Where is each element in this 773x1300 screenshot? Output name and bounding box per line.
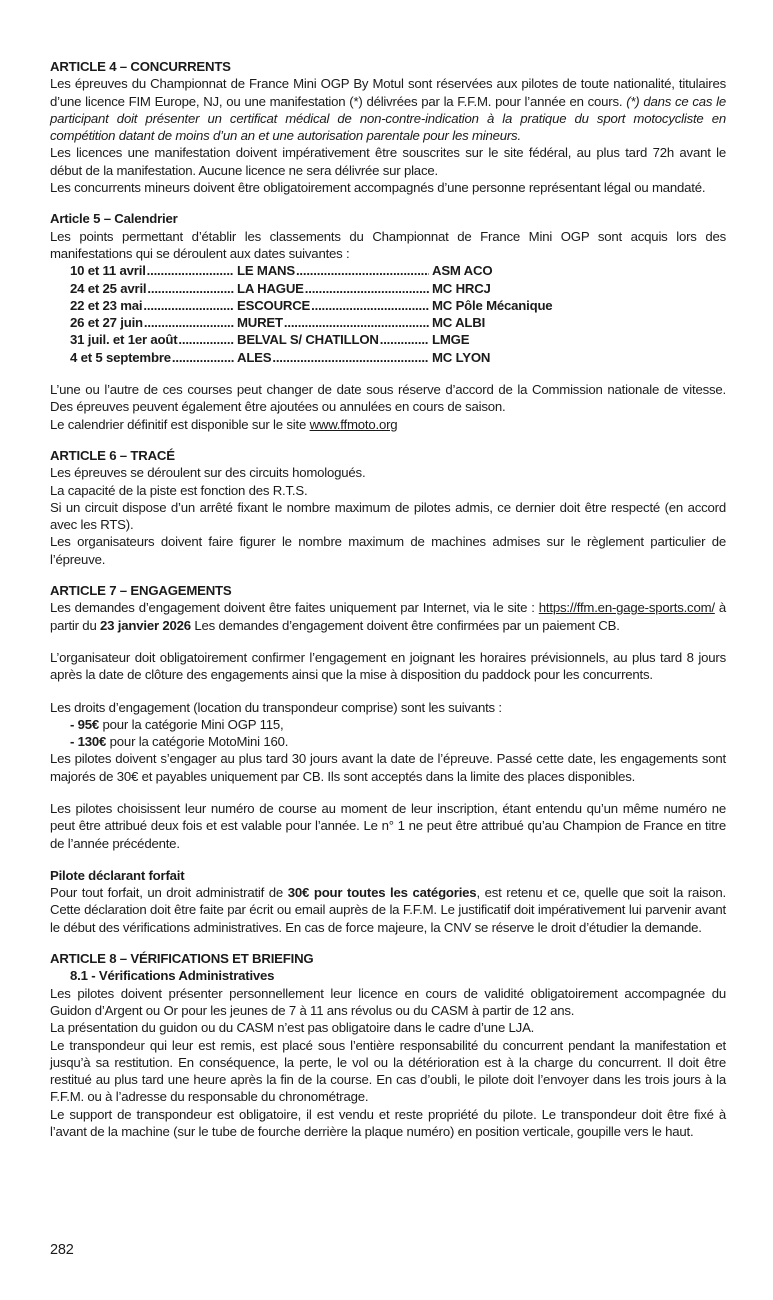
paragraph	[50, 716, 726, 733]
paragraph	[50, 699, 726, 716]
section-article-4	[50, 58, 726, 196]
section-article-7	[50, 582, 726, 936]
dot-leader	[284, 314, 429, 331]
calendar-date: 31 juil. et 1er août	[70, 332, 178, 348]
text-run: Les pilotes choisissent leur numéro de course au moment de leur inscription, étant entendu qu’un même numéro ne peut être attribué deux fois et est valable pour l’année. Le n° 1 ne peut être attribué qu’au Champion de France en titre de l’année précédente.	[50, 800, 726, 851]
spacer	[50, 634, 726, 649]
calendar-date-cell	[70, 262, 237, 279]
ffmoto-link[interactable]: www.ffmoto.org	[309, 416, 398, 432]
section-article-8	[50, 950, 726, 1140]
subheading: Pilote déclarant forfait	[50, 867, 185, 883]
text-run: 23 janvier 2026	[100, 617, 191, 633]
calendar-venue: ESCOURCE	[237, 297, 311, 313]
dot-leader	[311, 297, 429, 314]
calendar-venue-cell	[237, 297, 432, 314]
text-run: Le support de transpondeur est obligatoire, il est vendu et reste propriété du pilote. Le transpondeur doit être fixé à l’avant de la machine (sur le tube de fourche derrière la plaque numéro) en position verticale, goupille vers le haut.	[50, 1106, 726, 1140]
paragraph	[50, 416, 726, 433]
calendar-venue: LE MANS	[237, 263, 295, 279]
calendar-club: MC ALBI	[432, 315, 486, 331]
spacer	[50, 785, 726, 800]
spacer	[50, 366, 726, 381]
text-run: Les points permettant d’établir les classements du Championnat de France Mini OGP sont acquis lors des manifestations qui se déroulent aux dates suivantes :	[50, 228, 726, 261]
paragraph	[50, 482, 726, 499]
page-number: 282	[50, 1242, 74, 1258]
section-heading: ARTICLE 8 – VÉRIFICATIONS ET BRIEFING	[50, 951, 314, 967]
dot-leader	[178, 331, 234, 348]
paragraph	[50, 228, 726, 263]
paragraph	[50, 1019, 726, 1036]
text-run: Les demandes d’engagement doivent être confirmées par un paiement CB.	[190, 617, 620, 633]
text-run: Le calendrier définitif est disponible sur le site	[50, 416, 310, 432]
text-run: Pour tout forfait, un droit administratif de	[50, 885, 288, 901]
section-article-5	[50, 210, 726, 433]
paragraph	[50, 884, 726, 936]
paragraph	[50, 464, 726, 481]
section-heading: Article 5 – Calendrier	[50, 211, 178, 227]
text-run: (*) dans ce cas le participant doit présenter un certificat médical de non-contre-indication à la pratique du sport motocycliste en compétition datant de moins d’un an et une autorisation parentale pour les mineurs.	[50, 93, 727, 144]
paragraph	[50, 985, 726, 1020]
paragraph	[50, 179, 726, 196]
calendar-venue: ALES	[237, 349, 272, 365]
text-run: L’organisateur doit obligatoirement confirmer l’engagement en joignant les horaires prévisionnels, au plus tard 8 jours après la date de clôture des engagements ainsi que la mise à disposition du paddock pour les concurrents.	[50, 649, 726, 683]
calendar-venue-cell	[237, 262, 432, 279]
dot-leader	[296, 262, 429, 279]
text-run: à partir du	[50, 600, 726, 633]
paragraph	[50, 733, 726, 750]
dot-leader	[305, 280, 429, 297]
calendar-club: ASM ACO	[432, 263, 493, 279]
text-run: Les organisateurs doivent faire figurer le nombre maximum de machines admises sur le règlement particulier de l’épreuve.	[50, 534, 726, 567]
text-run: Le transpondeur qui leur est remis, est placé sous l’entière responsabilité du concurrent pendant la manifestation et jusqu’à sa restitution. En conséquence, la perte, le vol ou la détérioration est à la charge du concurrent. Il doit être restitué au plus tard une heure après la fin de la course. En cas d’oubli, le pilote doit l’envoyer dans les trois jours à la F.F.M. ou à l’adresse du responsable du chronométrage.	[50, 1037, 726, 1105]
text-run: - 95€	[70, 716, 100, 732]
paragraph	[50, 649, 726, 684]
dot-leader	[147, 280, 234, 297]
paragraph	[50, 599, 726, 634]
text-run: - 130€	[70, 734, 107, 750]
text-run: Les épreuves du Championnat de France Mini OGP By Motul sont réservées aux pilotes de toute nationalité, titulaires d’une licence FIM Europe, NJ, ou une manifestation (*) délivrées par la F.F.M. pour l’année en cours.	[50, 76, 726, 109]
calendar-date-cell	[70, 297, 237, 314]
calendar-date-cell	[70, 314, 237, 331]
calendar-club: MC HRCJ	[432, 280, 491, 296]
engage-sports-link[interactable]: https://ffm.en-gage-sports.com/	[538, 600, 715, 616]
calendar-date: 4 et 5 septembre	[70, 349, 171, 365]
text-run: pour la catégorie Mini OGP 115,	[99, 716, 284, 732]
section-heading: ARTICLE 4 – CONCURRENTS	[50, 59, 231, 74]
dot-leader	[143, 297, 234, 314]
paragraph	[50, 1037, 726, 1106]
document-content	[50, 58, 726, 1140]
calendar-venue: MURET	[237, 315, 283, 331]
text-run: Les pilotes doivent s’engager au plus tard 30 jours avant la date de l’épreuve. Passé cette date, les engagements sont majorés de 30€ et payables uniquement par CB. Ils sont acceptés dans la limite des places disponibles.	[50, 751, 726, 784]
text-run: , est retenu et ce, quelle que soit la raison. Cette déclaration doit être faite par écrit ou email auprès de la F.F.M. Le justificatif doit impérativement lui parvenir avant le début des vérifications administratives. En cas de force majeure, la CNV se réserve le droit d’étudier la demande.	[50, 885, 726, 935]
text-run: Si un circuit dispose d’un arrêté fixant le nombre maximum de pilotes admis, ce dernier doit être respecté (en accord avec les RTS).	[50, 499, 726, 533]
spacer	[50, 852, 726, 867]
calendar-row	[50, 280, 726, 297]
paragraph	[50, 499, 726, 534]
calendar-date: 24 et 25 avril	[70, 280, 147, 296]
paragraph	[50, 144, 726, 179]
text-run: Les droits d’engagement (location du transpondeur comprise) sont les suivants :	[50, 699, 502, 715]
calendar-date: 26 et 27 juin	[70, 315, 143, 331]
section-heading: ARTICLE 7 – ENGAGEMENTS	[50, 583, 232, 599]
dot-leader	[147, 262, 234, 279]
calendar-venue-cell	[237, 314, 432, 331]
paragraph	[50, 381, 726, 416]
spacer	[50, 684, 726, 699]
calendar-date: 10 et 11 avril	[70, 263, 146, 279]
calendar-row	[50, 349, 726, 366]
text-run: L’une ou l’autre de ces courses peut changer de date sous réserve d’accord de la Commission nationale de vitesse. Des épreuves peuvent également être ajoutées ou annulées en cours de saison.	[50, 382, 726, 415]
calendar-date-cell	[70, 349, 237, 366]
text-run: Les licences une manifestation doivent impérativement être souscrites sur le site fédéral, au plus tard 72h avant le début de la manifestation. Aucune licence ne sera délivrée sur place.	[50, 145, 726, 178]
calendar-venue-cell	[237, 349, 432, 366]
section-article-6	[50, 447, 726, 568]
text-run: pour la catégorie MotoMini 160.	[106, 734, 289, 750]
text-run: Les concurrents mineurs doivent être obligatoirement accompagnés d’une personne représentant légal ou mandaté.	[50, 180, 706, 196]
paragraph	[50, 800, 726, 852]
calendar-date-cell	[70, 280, 237, 297]
dot-leader	[144, 314, 234, 331]
text-run: Les pilotes doivent présenter personnellement leur licence en cours de validité obligatoirement accompagnée du Guidon d’Argent ou Or pour les jeunes de 7 à 11 ans révolus ou du CASM à partir de 12 ans.	[50, 985, 726, 1018]
calendar-row	[50, 331, 726, 348]
section-heading: ARTICLE 6 – TRACÉ	[50, 447, 175, 463]
calendar-row	[50, 297, 726, 314]
paragraph	[50, 533, 726, 568]
calendar-club: MC Pôle Mécanique	[432, 297, 553, 313]
paragraph	[50, 1106, 726, 1141]
dot-leader	[272, 349, 429, 366]
calendar-row	[50, 314, 726, 331]
calendar-club: LMGE	[432, 332, 470, 348]
calendar-club: MC LYON	[432, 349, 491, 365]
text-run: La présentation du guidon ou du CASM n’est pas obligatoire dans le cadre d’une LJA.	[50, 1020, 535, 1036]
calendar-venue-cell	[237, 280, 432, 297]
calendar-row	[50, 262, 726, 279]
paragraph	[50, 75, 726, 144]
calendar-date-cell	[70, 331, 237, 348]
subheading: 8.1 - Vérifications Administratives	[70, 968, 275, 984]
dot-leader	[172, 349, 234, 366]
calendar-venue: LA HAGUE	[237, 280, 304, 296]
calendar-date: 22 et 23 mai	[70, 297, 143, 313]
paragraph	[50, 750, 726, 785]
text-run: Les demandes d’engagement doivent être faites uniquement par Internet, via le site :	[50, 600, 539, 616]
dot-leader	[380, 331, 429, 348]
text-run: 30€ pour toutes les catégories	[287, 885, 477, 901]
text-run: La capacité de la piste est fonction des R.T.S.	[50, 482, 308, 498]
calendar-venue: BELVAL S/ CHATILLON	[237, 332, 379, 348]
calendar-venue-cell	[237, 331, 432, 348]
text-run: Les épreuves se déroulent sur des circuits homologués.	[50, 465, 366, 481]
